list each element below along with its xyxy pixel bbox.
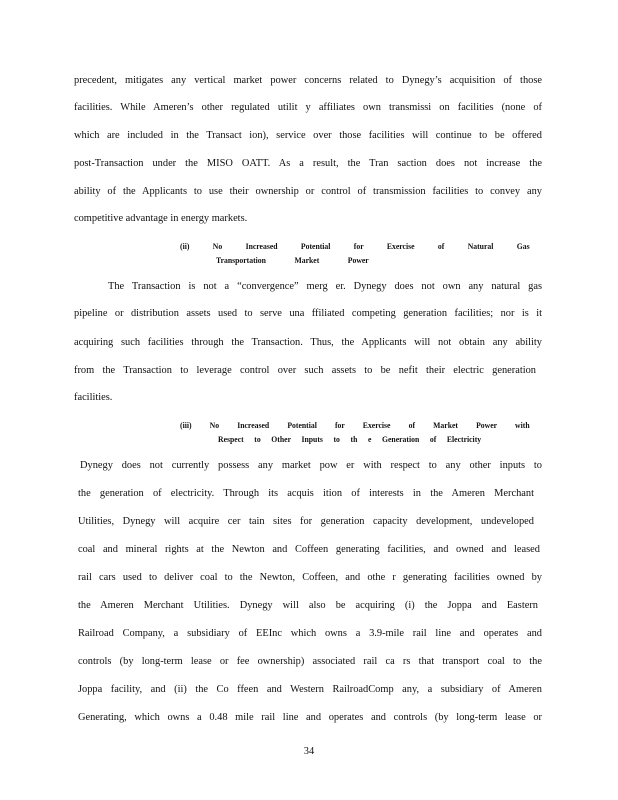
section-heading-iii-continued: Respect to Other Inputs to th e Generation of Electricity: [218, 435, 482, 444]
paragraph-3-line: Generating, which owns a 0.48 mile rail line and operates and controls (by long-term lease or: [78, 712, 542, 723]
paragraph-3-line: the generation of electricity. Through its acquis ition of interests in the Ameren Merchant: [78, 488, 534, 499]
paragraph-3-line: Dynegy does not currently possess any market pow er with respect to any other inputs to: [80, 460, 542, 471]
paragraph-1-line: which are included in the Transact ion), service over those facilities will continue to be offered: [74, 130, 542, 141]
paragraph-3-line: the Ameren Merchant Utilities. Dynegy will also be acquiring (i) the Joppa and Eastern: [78, 600, 538, 611]
paragraph-3-line: Joppa facility, and (ii) the Co ffeen and Western RailroadComp any, a subsidiary of Ameren: [78, 684, 542, 695]
page-number: 34: [303, 746, 315, 757]
section-heading-iii: (iii) No Increased Potential for Exercise of Market Power with: [180, 421, 530, 430]
section-heading-ii: (ii) No Increased Potential for Exercise of Natural Gas: [180, 242, 530, 251]
paragraph-2-line: acquiring such facilities through the Transaction. Thus, the Applicants will not obtain any ability: [74, 337, 542, 348]
paragraph-2-line: from the Transaction to leverage control over such assets to be nefit their electric generation: [74, 365, 536, 376]
paragraph-1-line: precedent, mitigates any vertical market power concerns related to Dynegy’s acquisition of those: [74, 75, 542, 86]
section-heading-ii-continued: Transportation Market Power: [216, 256, 369, 265]
paragraph-2-line: facilities.: [74, 392, 113, 403]
paragraph-1-line: post-Transaction under the MISO OATT. As a result, the Tran saction does not increase the: [74, 158, 542, 169]
paragraph-3-line: rail cars used to deliver coal to the Newton, Coffeen, and othe r generating facilities owned by: [78, 572, 542, 583]
paragraph-2-line: The Transaction is not a “convergence” merg er. Dynegy does not own any natural gas: [108, 281, 542, 292]
paragraph-1-line: facilities. While Ameren’s other regulated utilit y affiliates own transmissi on facilities (none of: [74, 102, 542, 113]
paragraph-1-line: ability of the Applicants to use their ownership or control of transmission facilities to convey any: [74, 186, 542, 197]
paragraph-3-line: Utilities, Dynegy will acquire cer tain sites for generation capacity development, undeveloped: [78, 516, 534, 527]
paragraph-3-line: controls (by long-term lease or fee ownership) associated rail ca rs that transport coal to the: [78, 656, 542, 667]
paragraph-3-line: Railroad Company, a subsidiary of EEInc which owns a 3.9-mile rail line and operates and: [78, 628, 542, 639]
paragraph-3-line: coal and mineral rights at the Newton and Coffeen generating facilities, and owned and leased: [78, 544, 540, 555]
paragraph-2-line: pipeline or distribution assets used to serve una ffiliated competing generation facilities; nor is it: [74, 308, 542, 319]
paragraph-1-line: competitive advantage in energy markets.: [74, 213, 248, 224]
